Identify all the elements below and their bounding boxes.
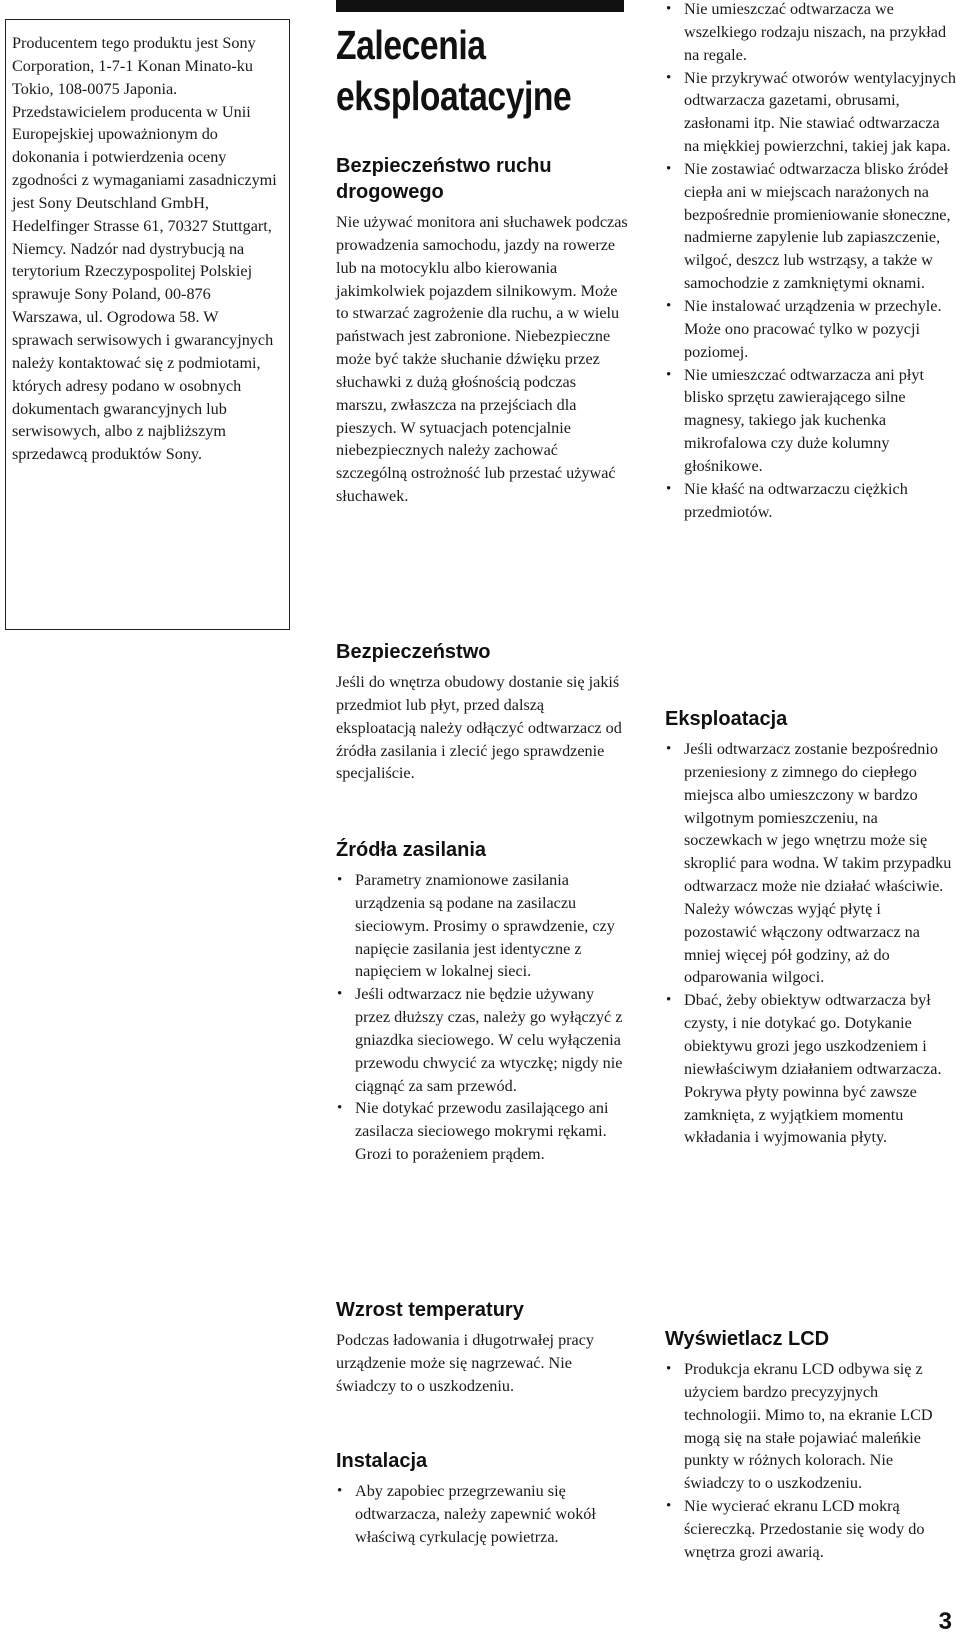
section-text: Podczas ładowania i długotrwałej pracy urządzenie może się nagrzewać. Nie świadczy to o uszkodzeniu. <box>336 1331 595 1395</box>
section-heading: Źródła zasilania <box>336 839 487 861</box>
bullet-icon: • <box>337 986 343 1003</box>
bullet-icon: • <box>666 480 672 497</box>
section-heading: Wyświetlacz LCD <box>665 1328 830 1350</box>
section-heading: Bezpieczeństwo ruchu drogowego <box>336 155 552 203</box>
list-item: • Produkcja ekranu LCD odbywa się z użyciem bardzo precyzyjnych technologii. Mimo to, na ekranie LCD mogą się na stałe pojawiać maleńkie punkty w różnych kolorach. Nie świadczy to o uszkodzeniu. <box>666 1360 933 1493</box>
bullet-icon: • <box>337 1100 343 1117</box>
bullet-icon: • <box>666 366 672 383</box>
bullet-icon: • <box>666 992 672 1009</box>
bullet-icon: • <box>666 1498 672 1515</box>
bullet-icon: • <box>666 297 672 314</box>
list-item: • Nie kłaść na odtwarzaczu ciężkich przedmiotów. <box>666 479 908 521</box>
section-operation <box>665 706 957 1149</box>
list-item: • Nie zostawiać odtwarzacza blisko źródeł ciepła ani w miejscach narażonych na bezpośrednie promieniowanie słoneczne, nadmierne zapylenie lub zapiaszczenie, wilgoć, deszcz lub wstrząsy, a także w samochodzie z zamkniętymi oknami. <box>666 159 951 293</box>
bullet-list <box>665 738 957 1149</box>
page-number: 3 <box>938 1608 952 1635</box>
bullet-icon: • <box>666 1 672 17</box>
list-item: • Nie przykrywać otworów wentylacyjnych odtwarzacza gazetami, obrusami, zasłonami itp. Nie stawiać odtwarzacza na miękkiej powierzchni, takiej jak kapa. <box>666 68 956 156</box>
list-item: • Nie instalować urządzenia w przechyle. Może ono pracować tylko w pozycji poziomej. <box>666 296 942 361</box>
list-item: • Jeśli odtwarzacz nie będzie używany przez dłuższy czas, należy go wyłączyć z gniazdka sieciowego. W celu wyłączenia przewodu chwycić za wtyczkę; nigdy nie ciągnąć za sam przewód. <box>337 985 623 1095</box>
section-lcd-display <box>665 1326 957 1564</box>
section-power-sources <box>336 837 628 1166</box>
section-text: Jeśli do wnętrza obudowy dostanie się jakiś przedmiot lub płyt, przed dalszą eksploatacją należy odłączyć odtwarzacz od źródła zasilania i zlecić jego sprawdzenie specjaliście. <box>336 673 622 783</box>
bullet-list <box>665 0 957 523</box>
section-installation-continued <box>665 0 957 523</box>
section-installation <box>336 1448 628 1549</box>
section-heading: Wzrost temperatury <box>336 1299 524 1321</box>
section-text: Nie używać monitora ani słuchawek podczas prowadzenia samochodu, jazdy na rowerze lub na motocyklu albo kierowania jakimkolwiek pojazdem silnikowym. Może to stwarzać zagrożenie dla ruchu, a w wielu państwach jest zabronione. Niebezpieczne może być także słuchanie dźwięku przez słuchawki z dużą głośnością podczas marszu, zwłaszcza na przejściach dla pieszych. W sytuacjach potencjalnie niebezpiecznych należy zachować szczególną ostrożność lub przestać używać słuchawek. <box>336 213 628 506</box>
list-item: • Nie dotykać przewodu zasilającego ani zasilacza sieciowego mokrymi rękami. Grozi to porażeniem prądem. <box>337 1099 609 1164</box>
bullet-list <box>336 869 628 1166</box>
section-traffic-safety <box>336 153 628 508</box>
section-heading: Eksploatacja <box>665 708 788 730</box>
list-item: • Aby zapobiec przegrzewaniu się odtwarzacza, należy zapewnić wokół właściwą cyrkulację powietrza. <box>337 1482 596 1546</box>
list-item: • Nie umieszczać odtwarzacza we wszelkiego rodzaju niszach, na przykład na regale. <box>666 0 947 64</box>
list-item: • Parametry znamionowe zasilania urządzenia są podane na zasilaczu sieciowym. Prosimy o sprawdzenie, czy napięcie zasilania jest identyczne z napięciem w lokalnej sieci. <box>337 871 615 981</box>
bullet-list <box>665 1358 957 1564</box>
bullet-icon: • <box>666 160 672 177</box>
list-item: • Nie wycierać ekranu LCD mokrą ściereczką. Przedostanie się wody do wnętrza grozi awarią. <box>666 1497 925 1561</box>
bullet-icon: • <box>337 1483 343 1499</box>
bullet-icon: • <box>337 872 343 888</box>
bullet-list <box>336 1480 628 1549</box>
bullet-icon: • <box>666 69 672 86</box>
title-rule <box>336 0 624 12</box>
bullet-icon: • <box>666 741 672 757</box>
manufacturer-notice-text: Producentem tego produktu jest Sony Corporation, 1-7-1 Konan Minato-ku Tokio, 108-0075 Japonia. Przedstawicielem producenta w Unii Europejskiej upoważnionym do dokonania i potwierdzenia oceny zgodności z wymaganiami zasadniczymi jest Sony Deutschland GmbH, Hedelfinger Strasse 61, 70327 Stuttgart, Niemcy. Nadzór nad dystrybucją na terytorium Rzeczypospolitej Polskiej sprawuje Sony Poland, 00-876 Warszawa, ul. Ogrodowa 58. W sprawach serwisowych i gwarancyjnych należy kontaktować się z podmiotami, których adresy podano w osobnych dokumentach gwarancyjnych lub serwisowych, albo z najbliższym sprzedawcą produktów Sony. <box>12 34 277 464</box>
section-safety <box>336 639 628 785</box>
section-heading: Bezpieczeństwo <box>336 641 491 663</box>
manufacturer-notice-box <box>5 19 290 630</box>
list-item: • Nie umieszczać odtwarzacza ani płyt blisko sprzętu zawierającego silne magnesy, takiego jak kuchenka mikrofalowa czy duże kolumny głośnikowe. <box>666 365 924 475</box>
list-item: • Jeśli odtwarzacz zostanie bezpośrednio przeniesiony z zimnego do ciepłego miejsca albo umieszczony w bardzo wilgotnym pomieszczeniu, na soczewkach w jego wnętrzu może się skroplić para wodna. W takim przypadku odtwarzacz może nie działać właściwie. Należy wówczas wyjąć płytę i pozostawić włączony odtwarzacz na mniej więcej pół godziny, aż do odparowania wilgoci. <box>666 740 952 987</box>
section-heading: Instalacja <box>336 1450 428 1472</box>
list-item: • Dbać, żeby obiektyw odtwarzacza był czysty, i nie dotykać go. Dotykanie obiektywu grozi jego uszkodzeniem i niewłaściwym działaniem odtwarzacza. Pokrywa płyty powinna być zawsze zamknięta, z wyjątkiem momentu wkładania i wyjmowania płyty. <box>666 991 942 1147</box>
bullet-icon: • <box>666 1361 672 1377</box>
section-temperature <box>336 1297 628 1398</box>
page-title: Zalecenia eksploatacyjne <box>336 22 572 119</box>
